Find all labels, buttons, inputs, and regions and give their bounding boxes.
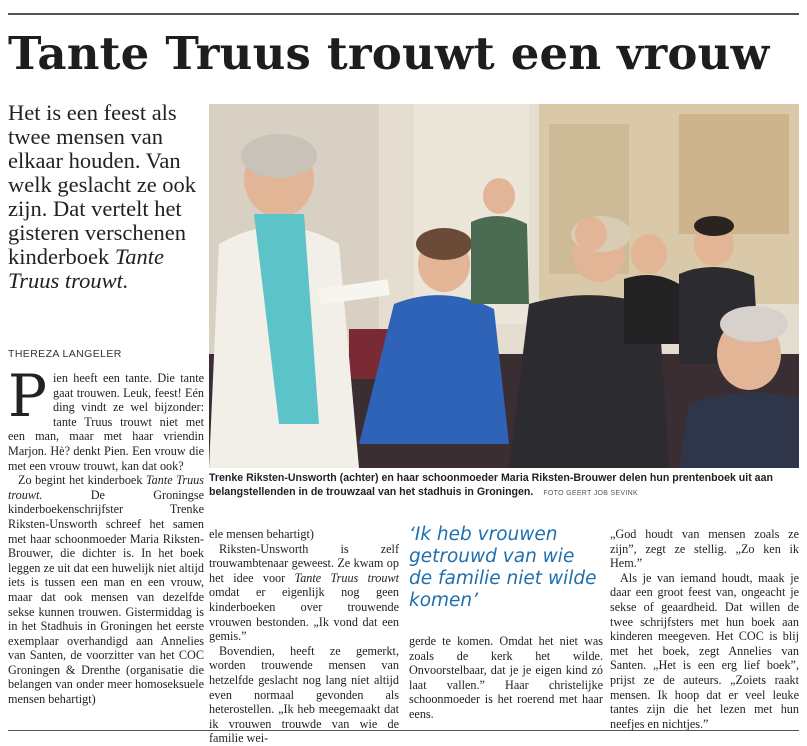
photo-credit: FOTO GEERT JOB SEVINK <box>543 490 638 497</box>
book-title: Tante Truus trouwt <box>294 570 400 585</box>
book-title: Tante Truus trouwt. <box>8 473 205 502</box>
paragraph <box>8 473 204 707</box>
photo-caption <box>209 471 799 501</box>
byline: THEREZA LANGELER <box>8 348 122 360</box>
paragraph-text: omdat er eigenlijk nog geen kinderboeken over trouwende vrouwen bestonden. „Ik vond dat een gemis.” <box>209 585 399 644</box>
photo-illustration <box>209 104 799 468</box>
paragraph <box>209 542 399 644</box>
column-3 <box>409 634 603 719</box>
top-rule <box>8 13 799 15</box>
paragraph: ele mensen behartigt) <box>209 527 314 541</box>
paragraph <box>8 362 204 473</box>
dropcap: P <box>8 362 48 430</box>
paragraph: Als je van iemand houdt, maak je daar een groot feest van, ongeacht je sekse of geaardheid. Dat willen de twee schrijfsters met hun boek aan kinderen meegeven. Het COC is blij met het boek, zegt Annelies van Santen. „Het is een erg lief boek”, prijst ze de auteurs. „Zoiets raakt mensen. Ik hoop dat er veel leuke tantes zijn die het lezen met hun neefjes en nichtjes.” <box>610 570 799 731</box>
column-1 <box>8 362 205 719</box>
intro-lead: Het is een feest als twee mensen van elkaar houden. Van welk geslacht ze ook zijn. Dat vertelt het gisteren verschenen kinderboek <box>8 100 197 269</box>
paragraph: gerde te komen. Omdat het niet was zoals de kerk het wilde. Onvoorstelbaar, dat je je eigen kind zó laat vallen.” Haar christelijke schoonmoeder is het roerend met haar eens. <box>409 634 603 721</box>
paragraph-text: ien heeft een tante. Die tante gaat trouwen. Leuk, feest! Eén ding vindt ze wel bijzonder: tante Truus trouwt niet met een man, maar met haar vriendin Marjon. Hè? denkt Pien. Een vrouw die met een vrouw trouwt, kan dat ook? <box>8 371 204 473</box>
paragraph-text: De Groningse kinderboekenschrijfster Trenke Riksten-Unsworth schreef het samen met haar schoonmoeder Maria Riksten-Brouwer, die dichter is. In het boek leggen ze uit dat een huwelijk niet altijd iets is tussen een man en een vrouw, maar dat ook mensen van dezelfde sekse kunnen trouwen. Gistermiddag is in het Stadhuis in Groningen het eerste exemplaar overhandigd aan Annelies van Santen, de voorzitter van het COC Groningen & Drenthe (organisatie die belangen van onder meer homoseksuele mensen behartigt) <box>8 487 205 707</box>
column-4 <box>610 527 799 731</box>
article-photo <box>209 104 799 468</box>
pull-quote: ‘Ik heb vrouwen getrouwd van wie de familie niet wilde komen’ <box>409 524 597 611</box>
caption-text: Trenke Riksten-Unsworth (achter) en haar schoonmoeder Maria Riksten-Brouwer delen hun prentenboek uit aan belangstellenden in de trouwzaal van het stadhuis in Groningen. <box>209 472 773 498</box>
paragraph: Bovendien, heeft ze gemerkt, worden trouwende mensen van hetzelfde geslacht nog lang niet altijd even normaal gevonden als heterostellen. „Ik heb meegemaakt dat ik vrouwen trouwde van wie de familie wei- <box>209 643 399 746</box>
paragraph: „God houdt van mensen zoals ze zijn”, zegt ze stellig. „Zo ken ik Hem.” <box>610 527 799 571</box>
paragraph-text: Riksten-Unsworth is zelf trouwambtenaar geweest. Ze kwam op het idee voor <box>209 541 399 585</box>
intro-book-title: Tante Truus trouwt. <box>8 244 165 293</box>
bottom-rule <box>8 730 799 731</box>
intro-text <box>8 101 204 293</box>
headline: Tante Truus trouwt een vrouw <box>8 27 770 80</box>
paragraph-text: Zo begint het kinderboek <box>18 473 143 488</box>
column-2 <box>209 527 400 746</box>
